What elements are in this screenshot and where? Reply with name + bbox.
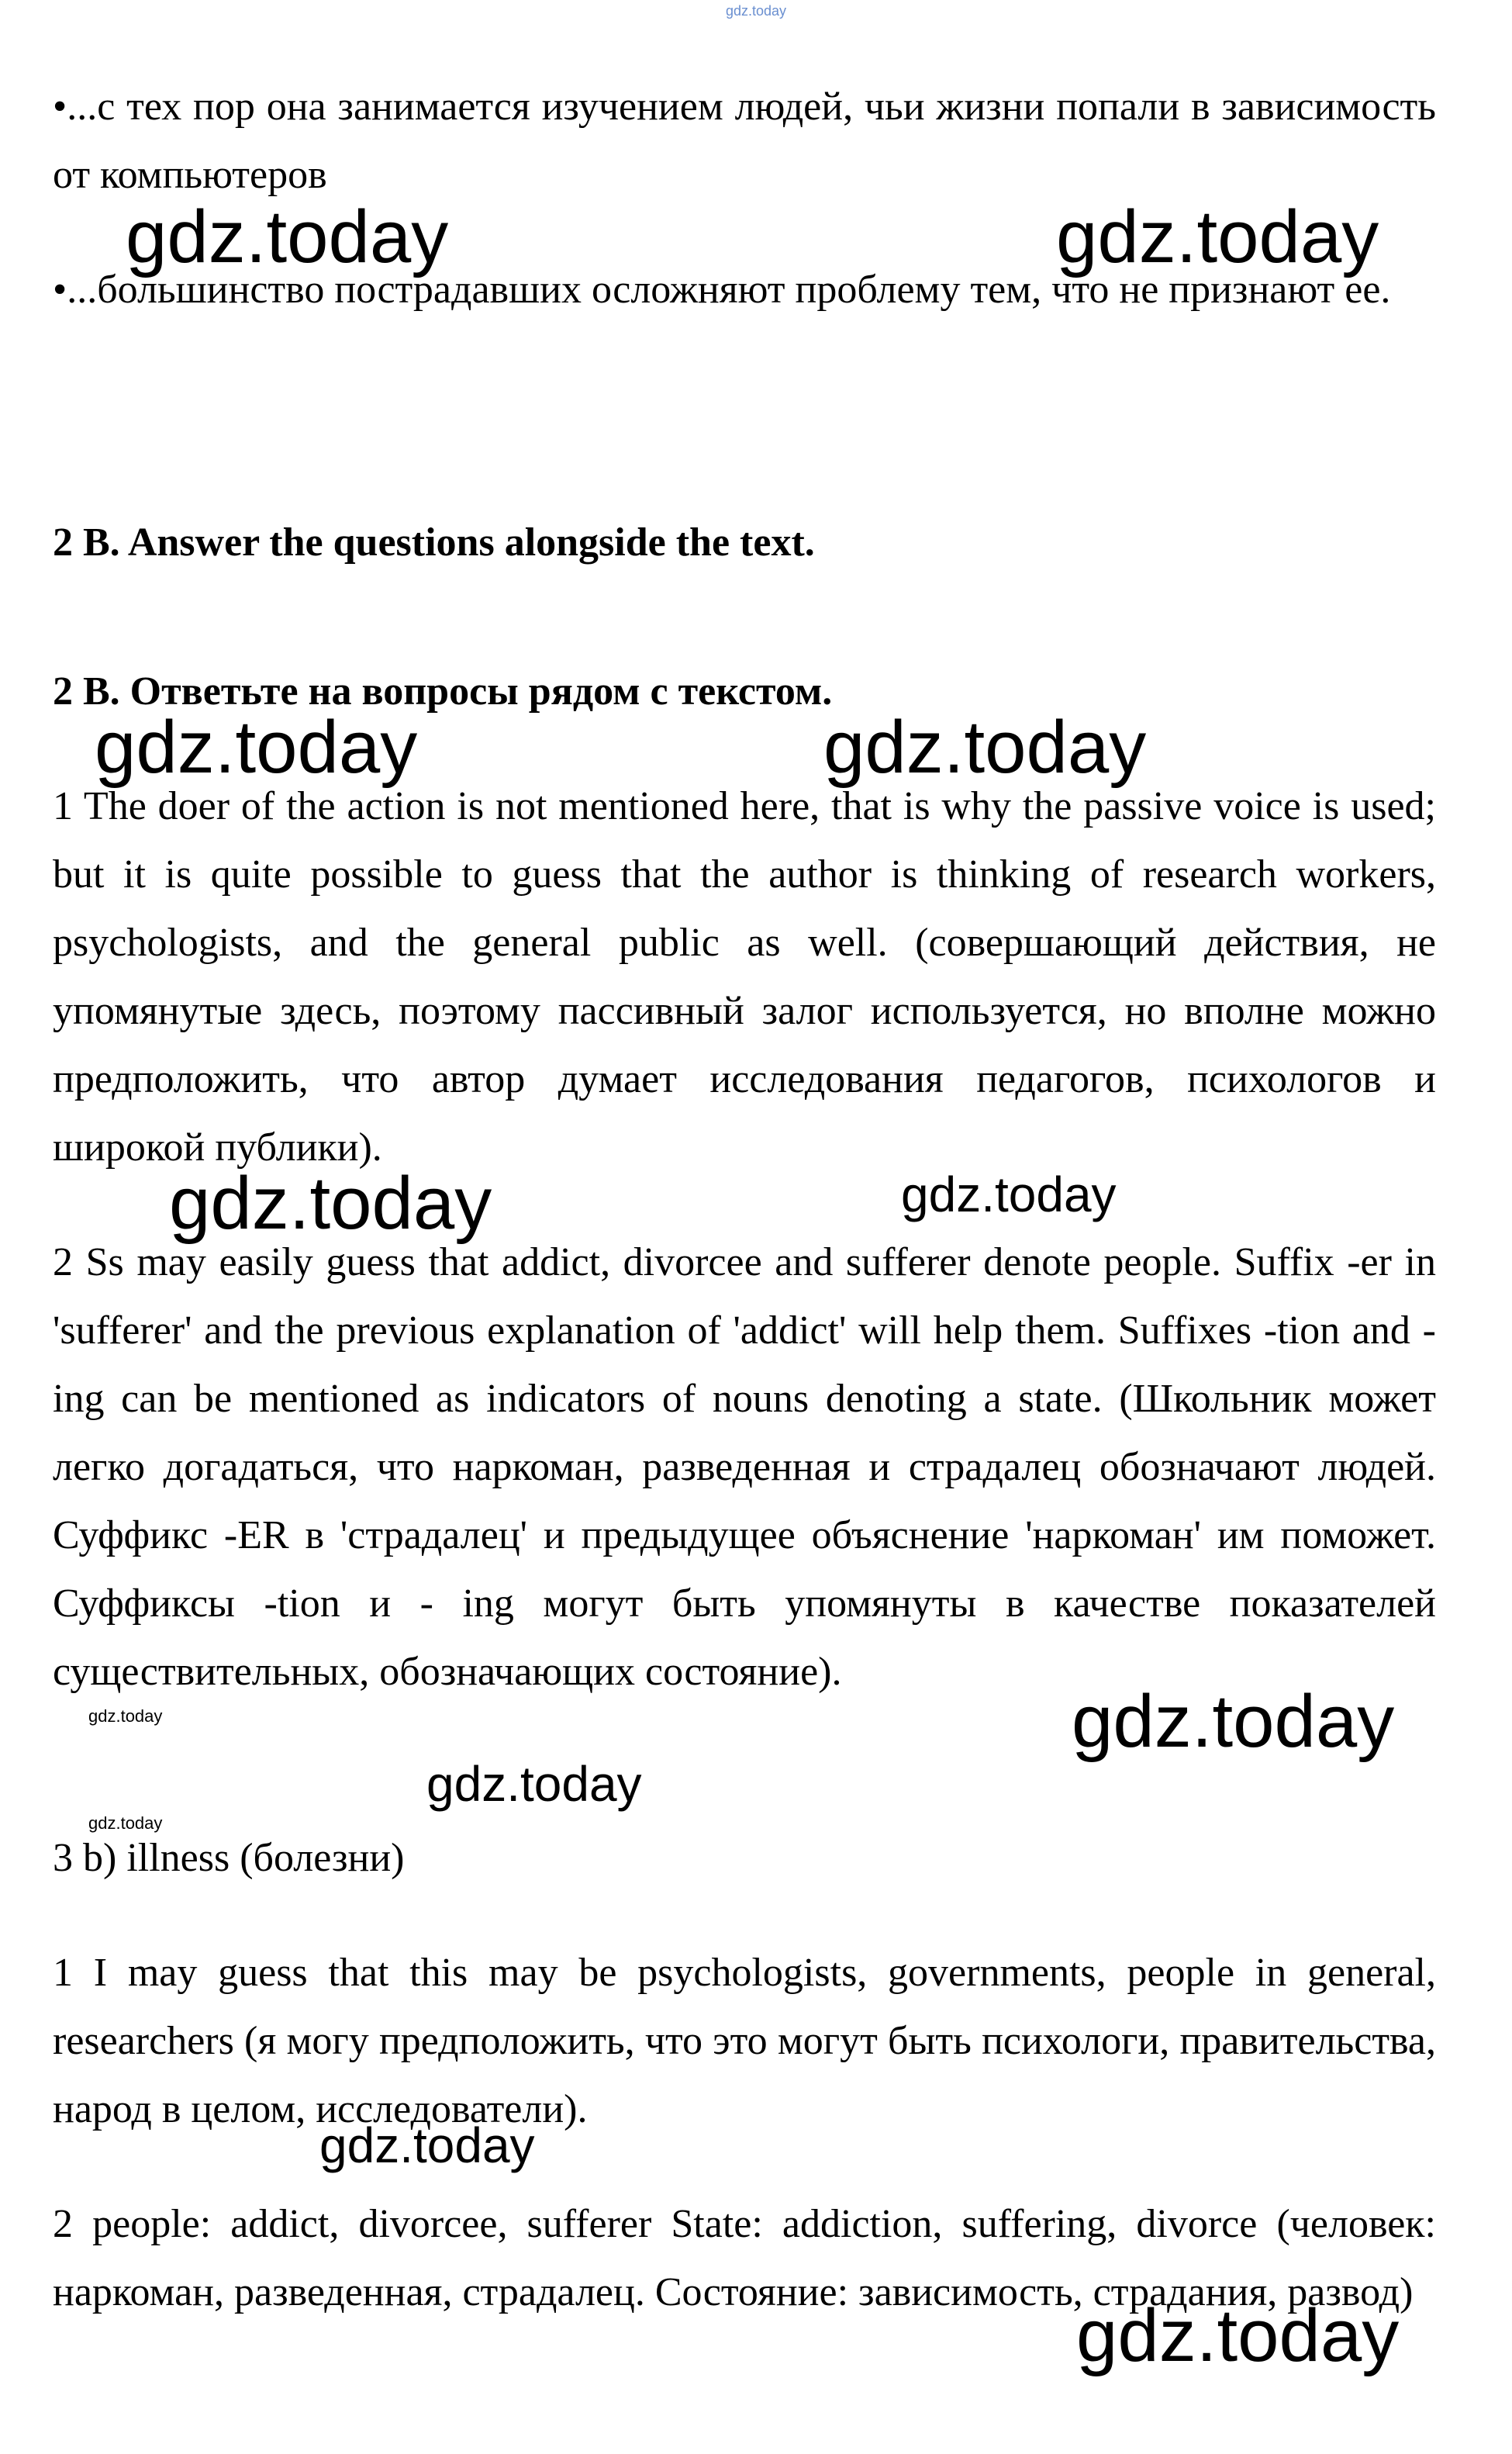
watermark: gdz.today xyxy=(88,1813,163,1833)
watermark: gdz.today xyxy=(823,706,1147,789)
watermark: gdz.today xyxy=(1076,2294,1400,2377)
bullet-paragraph-2: •...большинство пострадавших осложняют проблему тем, что не признают ее. xyxy=(53,268,1391,312)
site-header-label: gdz.today xyxy=(725,3,787,19)
watermark: gdz.today xyxy=(88,1706,163,1726)
answer-3-paragraph: 3 b) illness (болезни) xyxy=(53,1836,405,1880)
section-heading-ru: 2 В. Ответьте на вопросы рядом с текстом. xyxy=(53,669,833,714)
answer-1-paragraph: 1 The doer of the action is not mentioned here, that is why the passive voice is used; but it is quite possible to guess that the author is thinking of research workers, psychologists, and the general public as well. (совершающий действия, не упомянутые здесь, поэтому пассивный залог используется, но вполне можно предположить, что автор думает исследования педагогов, психологов и широкой публики). xyxy=(53,784,1436,1170)
watermark: gdz.today xyxy=(1072,1680,1395,1763)
section-heading-en: 2 B. Answer the questions alongside the text. xyxy=(53,520,815,565)
watermark: gdz.today xyxy=(169,1162,492,1245)
watermark: gdz.today xyxy=(126,195,449,278)
watermark: gdz.today xyxy=(319,2117,535,2173)
watermark: gdz.today xyxy=(1056,195,1379,278)
watermark: gdz.today xyxy=(95,706,418,789)
watermark: gdz.today xyxy=(426,1756,642,1812)
answer-alt-1-paragraph: 1 I may guess that this may be psychologists, governments, people in general, researchers (я могу предположить, что это могут быть психологи, правительства, народ в целом, исследователи). xyxy=(53,1951,1436,2131)
answer-alt-2-paragraph: 2 people: addict, divorcee, sufferer State: addiction, suffering, divorce (человек: наркоман, разведенная, страдалец. Состояние: зависимость, страдания, развод) xyxy=(53,2202,1436,2314)
answer-2-paragraph: 2 Ss may easily guess that addict, divorcee and sufferer denote people. Suffix -er in 'sufferer' and the previous explanation of 'addict' will help them. Suffixes -tion and -ing can be mentioned as indicators of nouns denoting a state. (Школьник может легко догадаться, что наркоман, разведенная и страдалец обозначают людей. Суффикс -ER в 'страдалец' и предыдущее объяснение 'наркоман' им поможет. Суффиксы -tion и - ing могут быть упомянуты в качестве показателей существительных, обозначающих состояние). xyxy=(53,1240,1436,1694)
bullet-paragraph-1: •...с тех пор она занимается изучением людей, чьи жизни попали в зависимость от компьютеров xyxy=(53,85,1436,197)
watermark: gdz.today xyxy=(901,1167,1117,1222)
